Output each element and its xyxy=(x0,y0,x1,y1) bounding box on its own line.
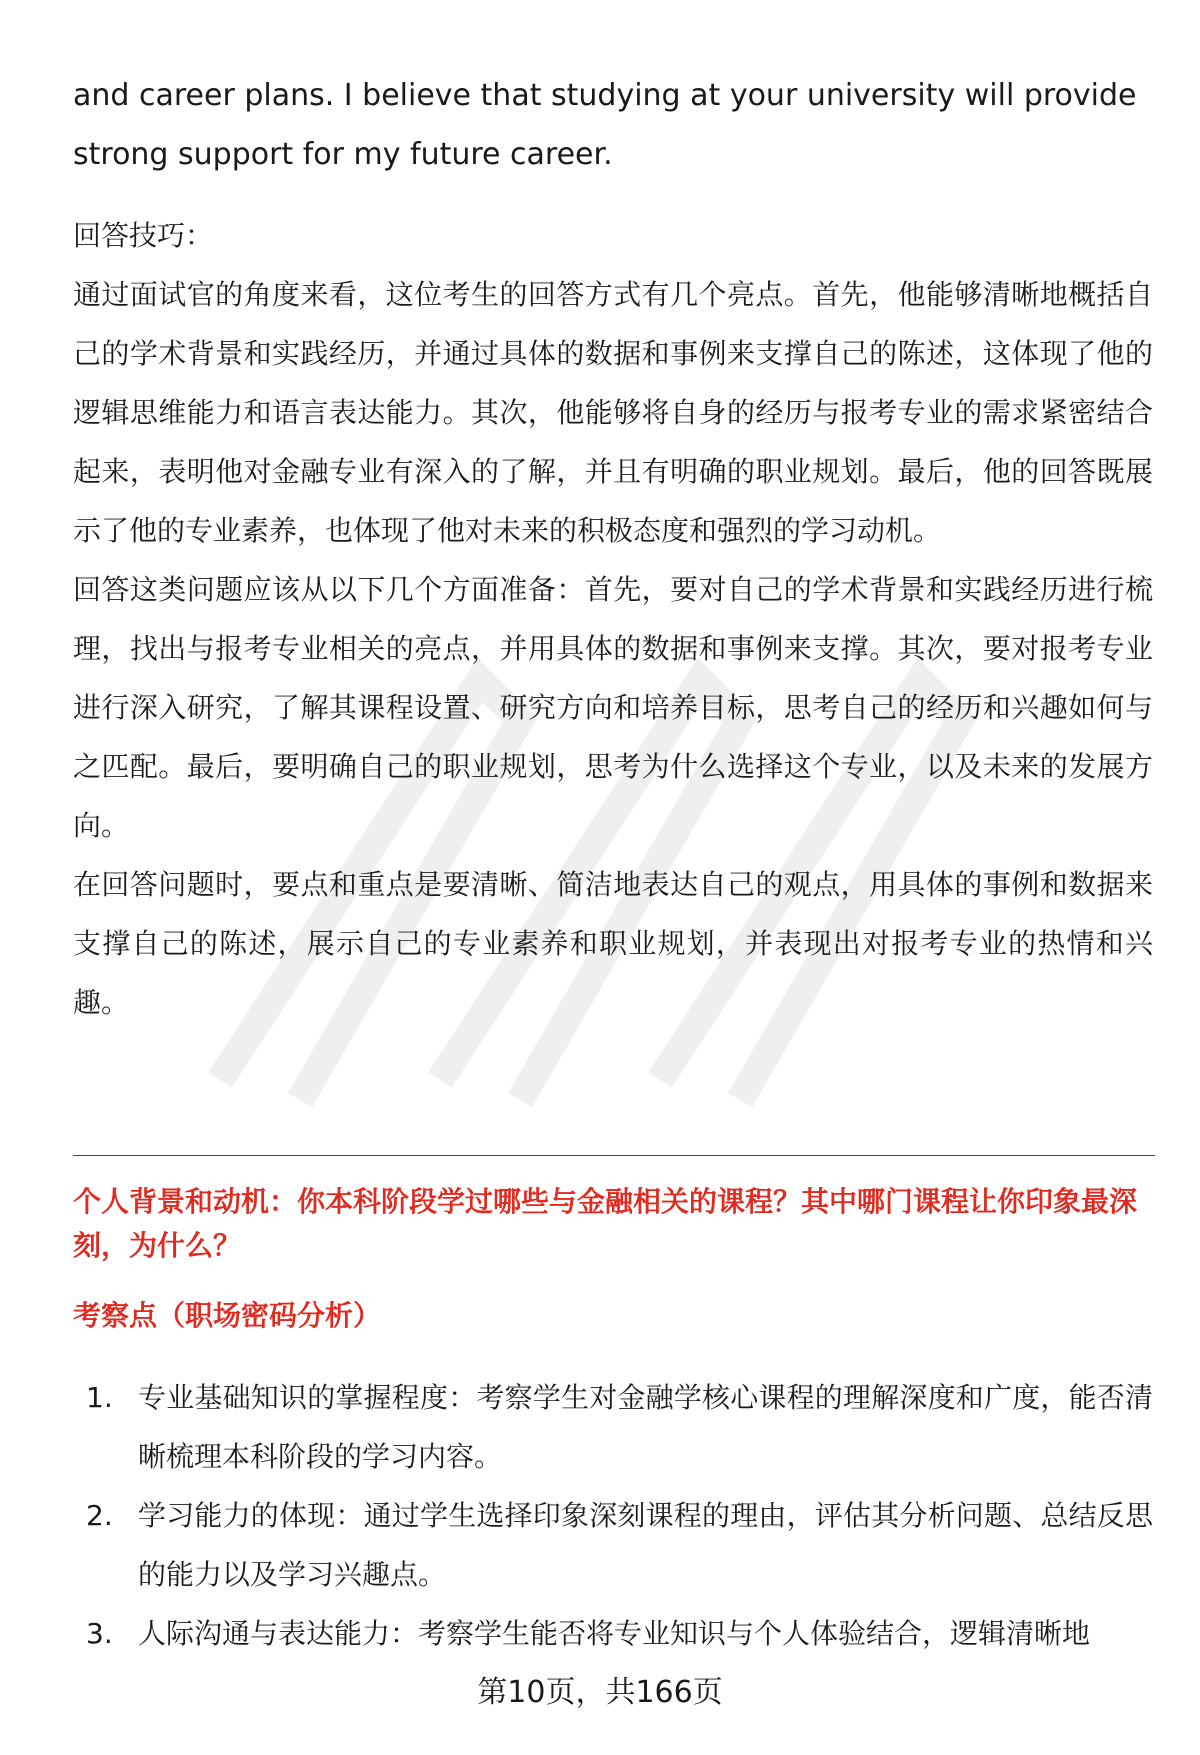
tips-paragraph-1: 通过面试官的角度来看，这位考生的回答方式有几个亮点。首先，他能够清晰地概括自己的学术背景和实践经历，并通过具体的数据和事例来支撑自己的陈述，这体现了他的逻辑思维能力和语言表达能力。其次，他能够将自身的经历与报考专业的需求紧密结合起来，表明他对金融专业有深入的了解，并且有明确的职业规划。最后，他的回答既展示了他的专业素养，也体现了他对未来的积极态度和强烈的学习动机。 xyxy=(73,278,1153,547)
intro-line-1: and career plans. I believe that studying at your university will provide xyxy=(73,78,1137,113)
tips-heading: 回答技巧： xyxy=(73,219,214,252)
list-item-number: 2. xyxy=(86,1499,113,1532)
document-body xyxy=(73,66,1153,1032)
page-footer: 第10页，共166页 xyxy=(477,1675,723,1710)
list-item-text: 人际沟通与表达能力：考察学生能否将专业知识与个人体验结合，逻辑清晰地 xyxy=(138,1617,1091,1650)
list-item xyxy=(73,1486,1153,1604)
list-item-number: 1. xyxy=(86,1381,113,1414)
tips-paragraph-3: 在回答问题时，要点和重点是要清晰、简洁地表达自己的观点，用具体的事例和数据来支撑自己的陈述，展示自己的专业素养和职业规划，并表现出对报考专业的热情和兴趣。 xyxy=(73,868,1153,1019)
points-list xyxy=(73,1368,1153,1663)
list-item-text: 专业基础知识的掌握程度：考察学生对金融学核心课程的理解深度和广度，能否清晰梳理本科阶段的学习内容。 xyxy=(138,1381,1153,1473)
list-item xyxy=(73,1368,1153,1486)
list-item xyxy=(73,1604,1153,1663)
intro-line-2: strong support for my future career. xyxy=(73,137,613,172)
tips-paragraph-2: 回答这类问题应该从以下几个方面准备：首先，要对自己的学术背景和实践经历进行梳理，找出与报考专业相关的亮点，并用具体的数据和事例来支撑。其次，要对报考专业进行深入研究，了解其课程设置、研究方向和培养目标，思考自己的经历和兴趣如何与之匹配。最后，要明确自己的职业规划，思考为什么选择这个专业，以及未来的发展方向。 xyxy=(73,573,1153,842)
list-item-number: 3. xyxy=(86,1617,113,1650)
question-section xyxy=(73,1180,1153,1663)
question-title: 个人背景和动机：你本科阶段学过哪些与金融相关的课程？其中哪门课程让你印象最深刻，为什么？ xyxy=(73,1185,1138,1262)
list-item-text: 学习能力的体现：通过学生选择印象深刻课程的理由，评估其分析问题、总结反思的能力以及学习兴趣点。 xyxy=(138,1499,1153,1591)
points-heading: 考察点（职场密码分析） xyxy=(73,1299,382,1332)
section-divider xyxy=(73,1155,1155,1156)
